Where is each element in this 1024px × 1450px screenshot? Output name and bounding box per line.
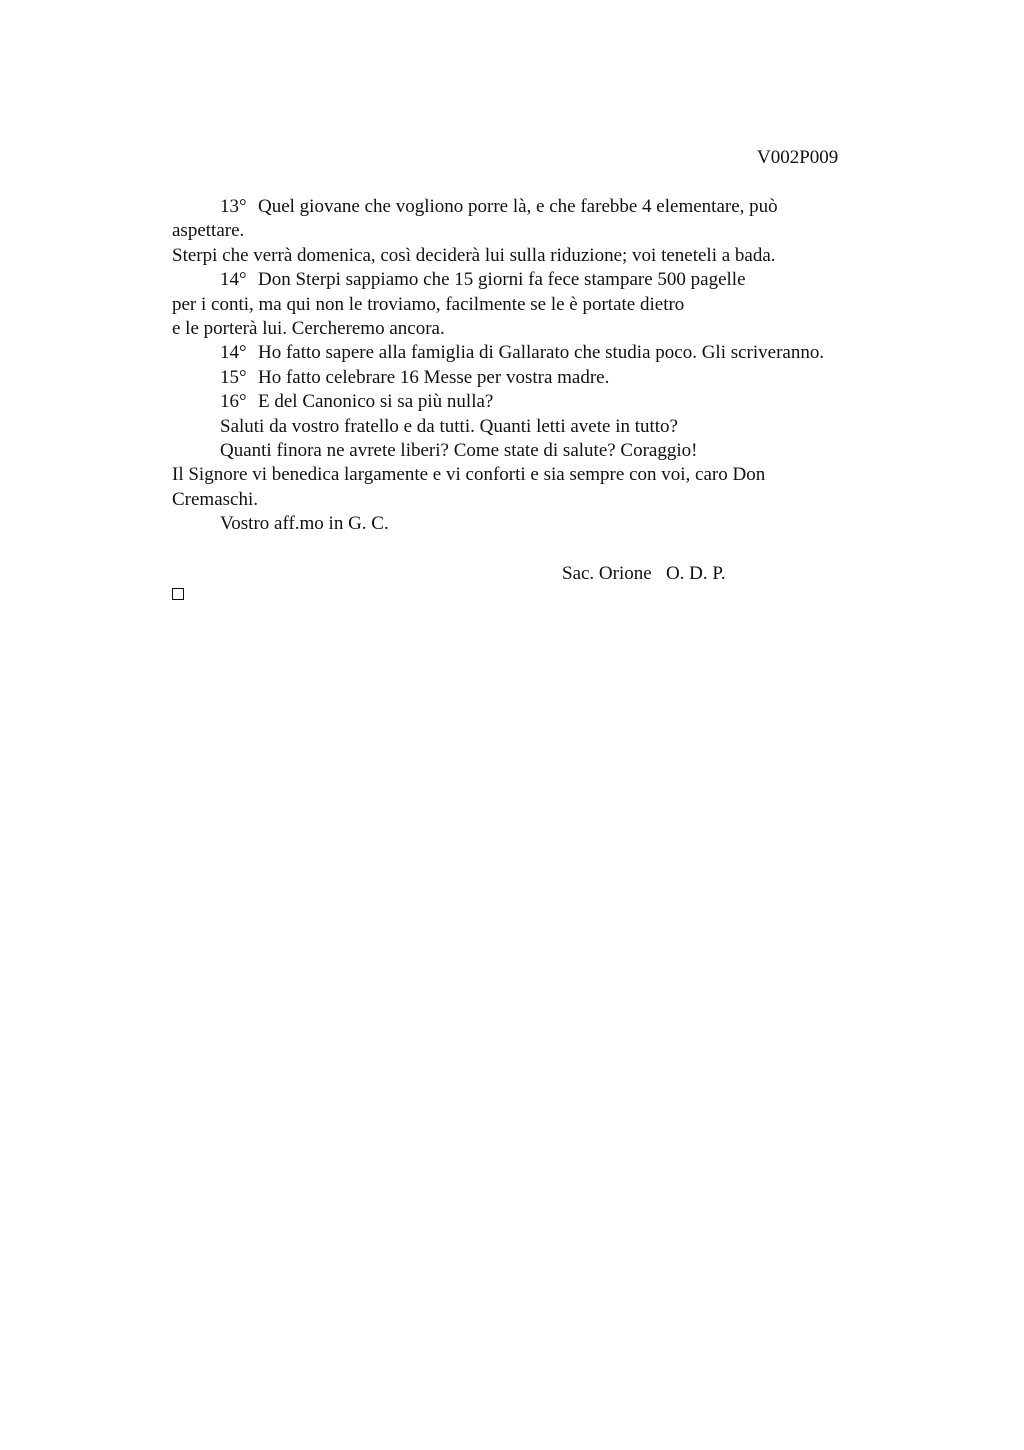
- item-text: Don Sterpi sappiamo che 15 giorni fa fece stampare 500 pagelle: [258, 269, 746, 291]
- item-15: [172, 366, 892, 390]
- item-text: Ho fatto sapere alla famiglia di Gallarato che studia poco. Gli scriveranno.: [258, 342, 825, 364]
- closing-line: Vostro aff.mo in G. C.: [220, 513, 389, 535]
- item-number: 16°: [220, 391, 247, 413]
- item-text: Ho fatto celebrare 16 Messe per vostra madre.: [258, 366, 610, 388]
- item-13: [172, 195, 892, 219]
- item-13-continuation: Sterpi che verrà domenica, così deciderà lui sulla riduzione; voi teneteli a bada.: [172, 244, 776, 266]
- blessing-line: Cremaschi.: [172, 488, 259, 510]
- end-square-icon: [172, 588, 184, 600]
- item-14b: [172, 341, 892, 365]
- page-id: V002P009: [757, 147, 839, 168]
- item-14a-continuation: per i conti, ma qui non le troviamo, facilmente se le è portate dietro: [172, 293, 685, 315]
- item-14a-continuation: e le porterà lui. Cercheremo ancora.: [172, 317, 445, 339]
- signature: Sac. Orione O. D. P.: [562, 563, 726, 584]
- item-14a: [172, 268, 892, 292]
- item-number: 13°: [220, 196, 247, 217]
- greeting-line: Saluti da vostro fratello e da tutti. Quanti letti avete in tutto?: [220, 415, 678, 437]
- item-16: [172, 390, 892, 414]
- item-13-continuation: aspettare.: [172, 220, 245, 242]
- item-number: 14°: [220, 269, 247, 291]
- greeting-line: Quanti finora ne avrete liberi? Come state di salute? Coraggio!: [220, 439, 698, 461]
- item-text: Quel giovane che vogliono porre là, e che farebbe 4 elementare, può: [258, 196, 778, 217]
- item-number: 15°: [220, 366, 247, 388]
- item-number: 14°: [220, 342, 247, 364]
- item-text: E del Canonico si sa più nulla?: [258, 391, 494, 413]
- letter-body: [172, 195, 892, 536]
- blessing-line: Il Signore vi benedica largamente e vi conforti e sia sempre con voi, caro Don: [172, 464, 766, 486]
